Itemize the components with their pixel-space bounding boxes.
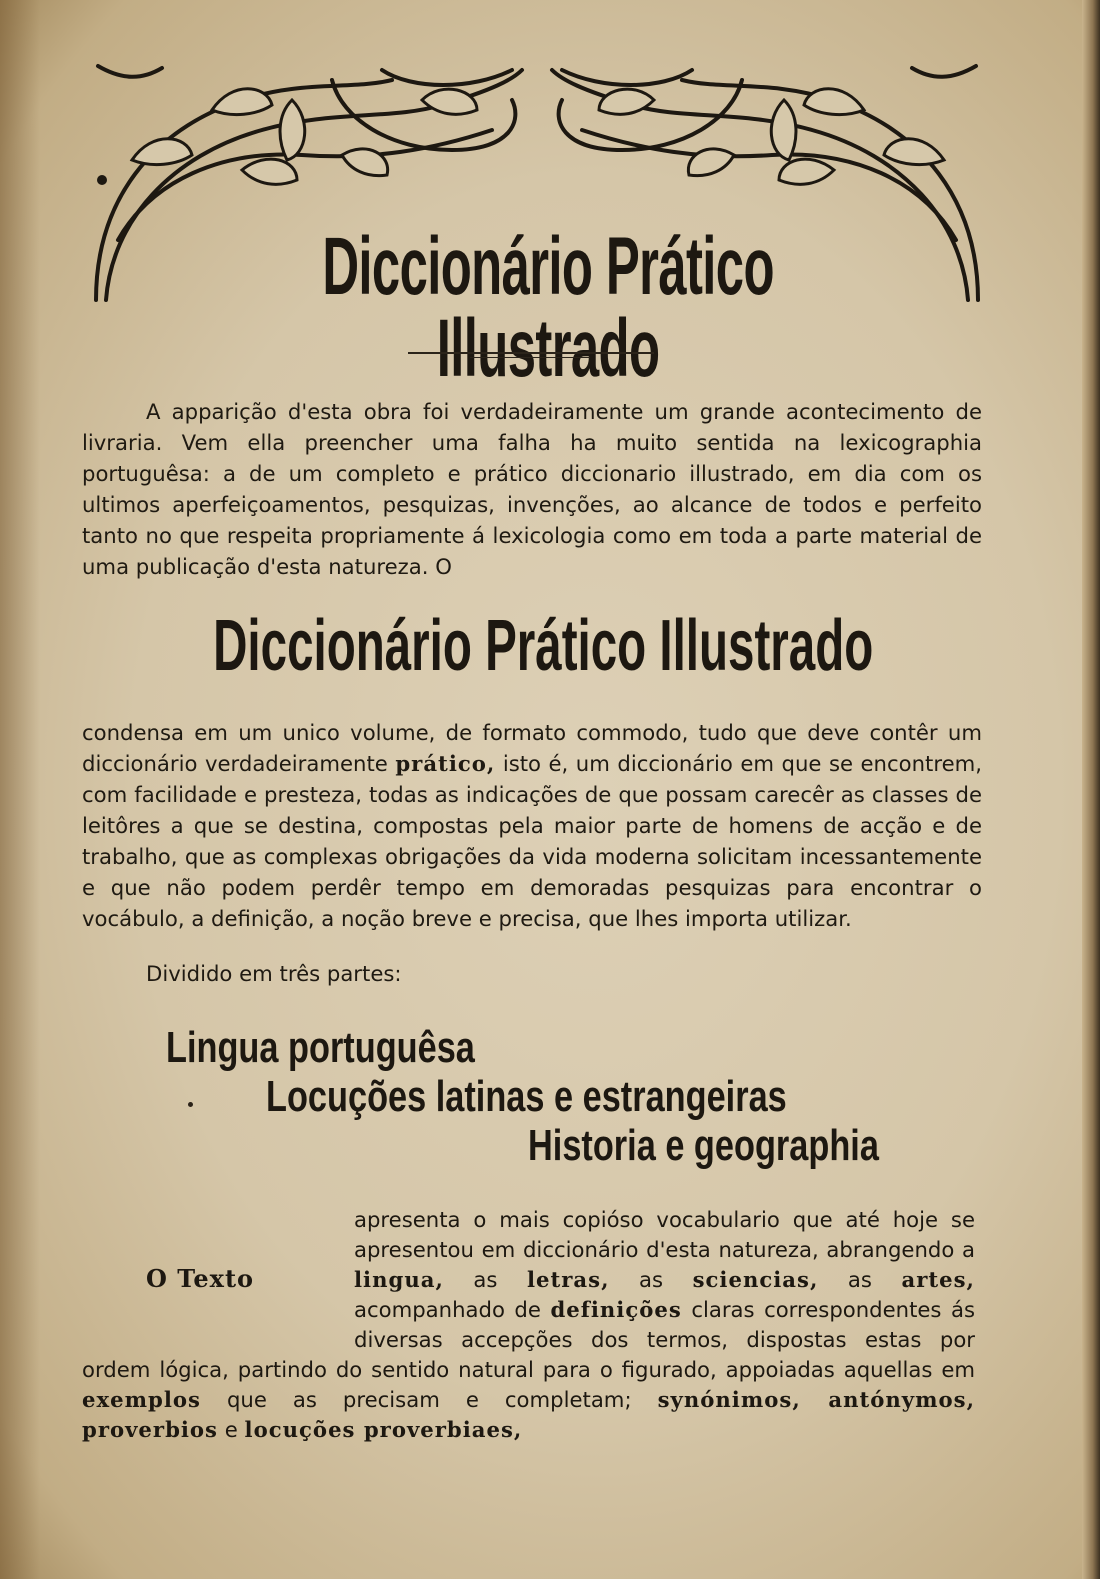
texto-s8: e [224, 1417, 238, 1442]
title-rule-secondary [470, 357, 590, 358]
texto-b7: synónimos, antónymos, [657, 1387, 975, 1412]
texto-s7: que as precisam e completam; [226, 1387, 632, 1412]
title-rule [408, 352, 654, 354]
texto-b6: exemplos [82, 1387, 201, 1412]
texto-s5: acompanhado de [354, 1297, 541, 1322]
divided-line: Dividido em três partes: [146, 961, 402, 986]
texto-b5: definições [550, 1297, 682, 1322]
texto-paragraph [82, 1205, 975, 1445]
texto-s6: claras correspondentes ás diversas accepções dos termos, dispostas estas por ordem lógica, partindo do sentido natural para o figurado, appoiadas aquellas em [82, 1297, 975, 1382]
texto-label: O Texto [146, 1264, 255, 1293]
part-1: Lingua portuguêsa [166, 1023, 475, 1072]
page-edge [1082, 0, 1100, 1579]
texto-s1: apresenta o mais copióso vocabulario que até hoje se apresentou em diccionário d'esta natureza, abrangendo a [354, 1207, 975, 1262]
body-text-2: isto é, um diccionário em que se encontrem, com facilidade e presteza, todas as indicações de que possam carecêr as classes de leitôres a que se destina, compostas pela maior parte de homens de acção e de trabalho, que as complexas obrigações da vida moderna solicitam incessantemente e que não podem perdêr tempo em demoradas pesquizas para encontrar o vocábulo, a definição, a noção breve e precisa, que lhes importa utilizar. [82, 751, 982, 931]
texto-b1: lingua, [354, 1267, 444, 1292]
part-2: Locuções latinas e estrangeiras [266, 1072, 787, 1121]
bullet-dot [188, 1102, 193, 1107]
texto-b4: artes, [901, 1267, 975, 1292]
title-repeat: Diccionário Prático Illustrado [213, 606, 874, 686]
intro-paragraph: A apparição d'esta obra foi verdadeiramente um grande acontecimento de livraria. Vem ella preencher uma falha ha muito sentida na lexicographia portuguêsa: a de um completo e prático diccionario illustrado, em dia com os ultimos aperfeiçoamentos, pesquizas, invenções, ao alcance de todos e perfeito tanto no que respeita propriamente á lexicologia como em toda a parte material de uma publicação d'esta natureza. O [82, 399, 982, 579]
texto-b8: proverbios [82, 1417, 218, 1442]
body-bold-word: prático, [395, 751, 496, 776]
texto-indent [82, 1205, 354, 1355]
texto-s2: as [473, 1267, 498, 1292]
body-text-1: condensa em um unico volume, de formato commodo, tudo que deve contêr um diccionário verdadeiramente [82, 720, 982, 776]
part-3: Historia e geographia [528, 1121, 879, 1170]
texto-b3: sciencias, [692, 1267, 819, 1292]
body-paragraph [82, 717, 982, 934]
texto-b2: letras, [526, 1267, 610, 1292]
texto-s3: as [639, 1267, 664, 1292]
texto-b9: locuções proverbiaes, [244, 1417, 523, 1442]
page-title: Diccionário Prático Illustrado [322, 221, 774, 394]
texto-s4: as [847, 1267, 872, 1292]
